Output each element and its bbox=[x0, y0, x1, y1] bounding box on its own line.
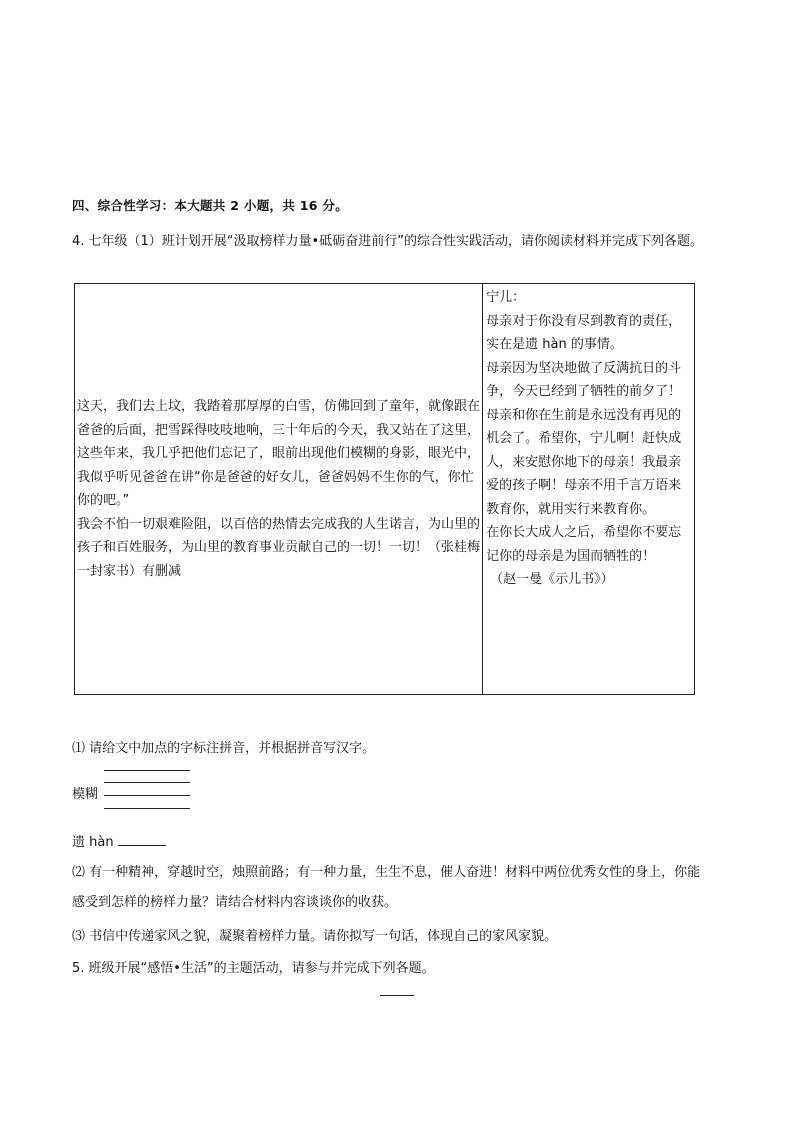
sub-question-1-item-1: 模糊 bbox=[72, 787, 99, 802]
letter-para-2: 母亲因为坚决地做了反满抗日的斗争，今天已经到了牺牲的前夕了！ bbox=[486, 360, 682, 399]
letter-salutation: 宁儿： bbox=[486, 290, 526, 305]
material-right-cell bbox=[483, 284, 695, 695]
letter-para-4: 在你长大成人之后，希望你不要忘记你的母亲是为国而牺牲的！ bbox=[486, 525, 682, 564]
sub-question-1: ⑴ 请给文中加点的字标注拼音，并根据拼音写汉字。 bbox=[72, 741, 376, 756]
section-title: 四、综合性学习：本大题共 2 小题，共 16 分。 bbox=[72, 198, 349, 213]
sub-question-1-item-2 bbox=[72, 831, 166, 850]
sub-question-2: ⑵ 有一种精神，穿越时空，烛照前路；有一种力量，生生不息，催人奋进！材料中两位优秀女性的身上，你能感受到怎样的榜样力量？请结合材料内容谈谈你的收获。 bbox=[72, 865, 701, 910]
letter-para-1: 母亲对于你没有尽到教育的责任，实在是遗 hàn 的事情。 bbox=[486, 313, 682, 352]
letter-source: （赵一曼《示儿书》） bbox=[490, 572, 614, 587]
sub-question-1-item-2-label: 遗 hàn bbox=[72, 835, 114, 850]
material-left-para-1: 这天，我们去上坟，我踏着那厚厚的白雪，仿佛回到了童年，就像跟在爸爸的后面，把雪踩得吱吱地响，三十年后的今天，我又站在了这里，这些年来，我几乎把他们忘记了，眼前出现他们模糊的身影，眼光中，我似乎听见爸爸在讲“你是爸爸的好女儿，爸爸妈妈不生你的气，你忙你的吧。” bbox=[77, 399, 481, 508]
material-left-para-2: 我会不怕一切艰难险阻，以百倍的热情去完成我的人生诺言，为山里的孩子和百姓服务，为山里的教育事业贡献自己的一切！一切！（张桂梅一封家书）有删减 bbox=[77, 516, 481, 579]
sub-question-3: ⑶ 书信中传递家风之貌，凝聚着榜样力量。请你拟写一句话，体现自己的家风家貌。 bbox=[72, 929, 558, 944]
material-left-cell bbox=[75, 284, 483, 695]
question-4-stem: 4. 七年级（1）班计划开展“汲取榜样力量•砥砺奋进前行”的综合性实践活动，请你阅读材料并完成下列各题。 bbox=[72, 234, 703, 249]
hanzi-answer-blank[interactable] bbox=[118, 833, 166, 846]
material-table bbox=[74, 283, 695, 695]
page-footer-rule bbox=[380, 995, 414, 996]
question-5-stem: 5. 班级开展“感悟•生活”的主题活动，请参与并完成下列各题。 bbox=[72, 961, 435, 976]
letter-para-3: 母亲和你在生前是永远没有再见的机会了。希望你，宁儿啊！赶快成人，来安慰你地下的母亲！我最亲爱的孩子啊！母亲不用千言万语来教育你，就用实行来教育你。 bbox=[486, 407, 682, 517]
